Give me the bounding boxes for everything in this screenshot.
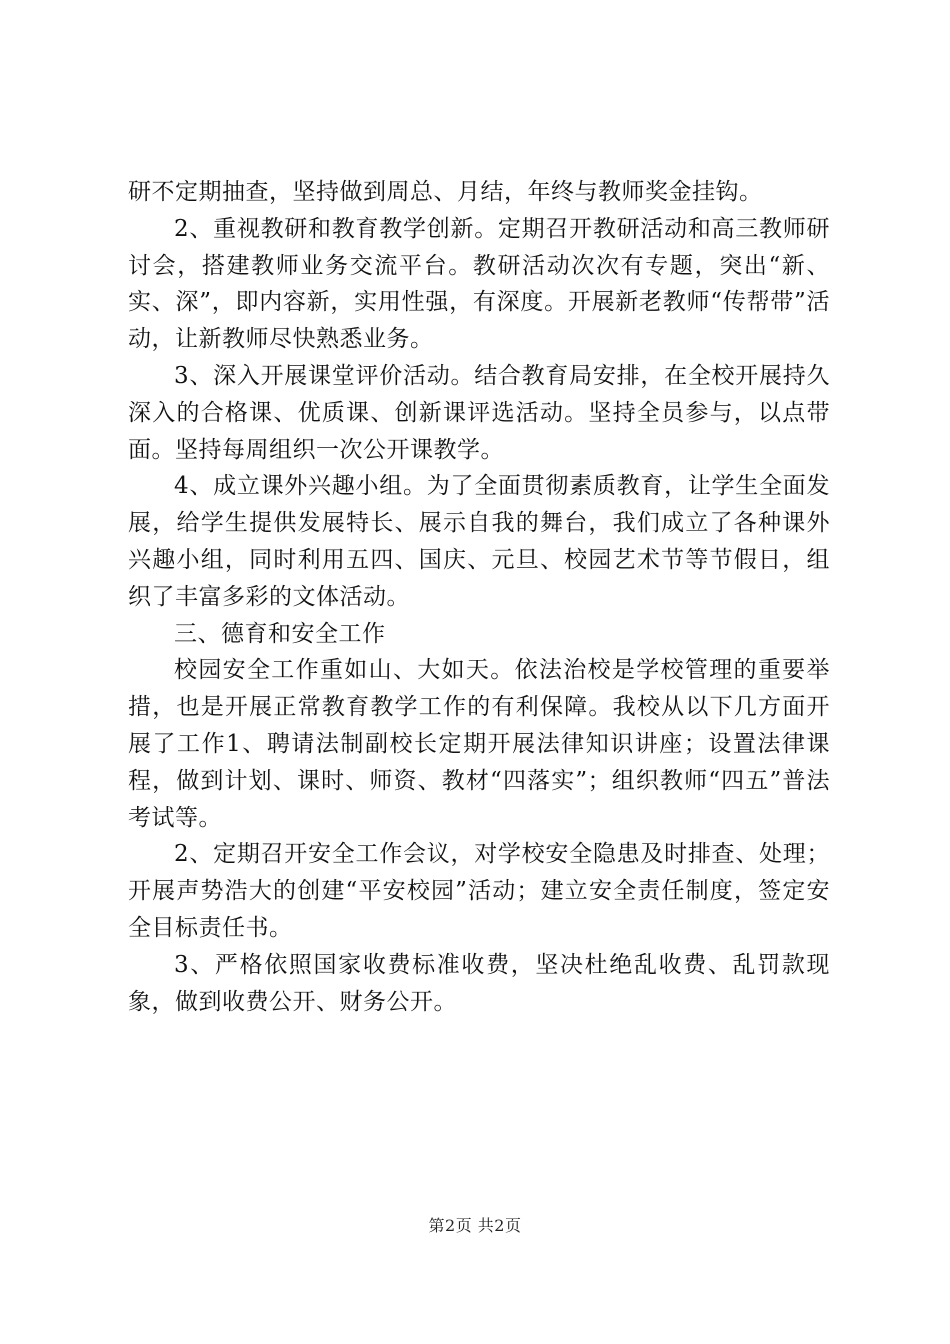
paragraph-fees: 3、严格依照国家收费标准收费，坚决杜绝乱收费、乱罚款现象，做到收费公开、财务公开。 — [128, 951, 830, 1015]
paragraph-teaching-research: 2、重视教研和教育教学创新。定期召开教研活动和高三教师研讨会，搭建教师业务交流平台。教研活动次次有专题，突出“新、实、深”，即内容新，实用性强，有深度。开展新老教师“传帮带”活动，让新教师尽快熟悉业务。 — [128, 215, 830, 353]
paragraph-safety-meetings: 2、定期召开安全工作会议，对学校安全隐患及时排查、处理；开展声势浩大的创建“平安校园”活动；建立安全责任制度，签定安全目标责任书。 — [128, 841, 830, 941]
paragraph-classroom-evaluation: 3、深入开展课堂评价活动。结合教育局安排，在全校开展持久深入的合格课、优质课、创新课评选活动。坚持全员参与，以点带面。坚持每周组织一次公开课教学。 — [128, 362, 830, 463]
document-body — [128, 174, 830, 1020]
section-heading-moral-safety: 三、德育和安全工作 — [174, 620, 386, 647]
paragraph-campus-safety: 校园安全工作重如山、大如天。依法治校是学校管理的重要举措，也是开展正常教育教学工作的有利保障。我校从以下几方面开展了工作1、聘请法制副校长定期开展法律知识讲座；设置法律课程，做到计划、课时、师资、教材“四落实”；组织教师“四五”普法考试等。 — [128, 657, 830, 831]
page-footer: 第2页 共2页 — [428, 1216, 522, 1235]
paragraph-continuation: 研不定期抽查，坚持做到周总、月结，年终与教师奖金挂钩。 — [128, 179, 763, 205]
paragraph-interest-groups: 4、成立课外兴趣小组。为了全面贯彻素质教育，让学生全面发展，给学生提供发展特长、展示自我的舞台，我们成立了各种课外兴趣小组，同时利用五四、国庆、元旦、校园艺术节等节假日，组织了丰富多彩的文体活动。 — [128, 473, 830, 610]
